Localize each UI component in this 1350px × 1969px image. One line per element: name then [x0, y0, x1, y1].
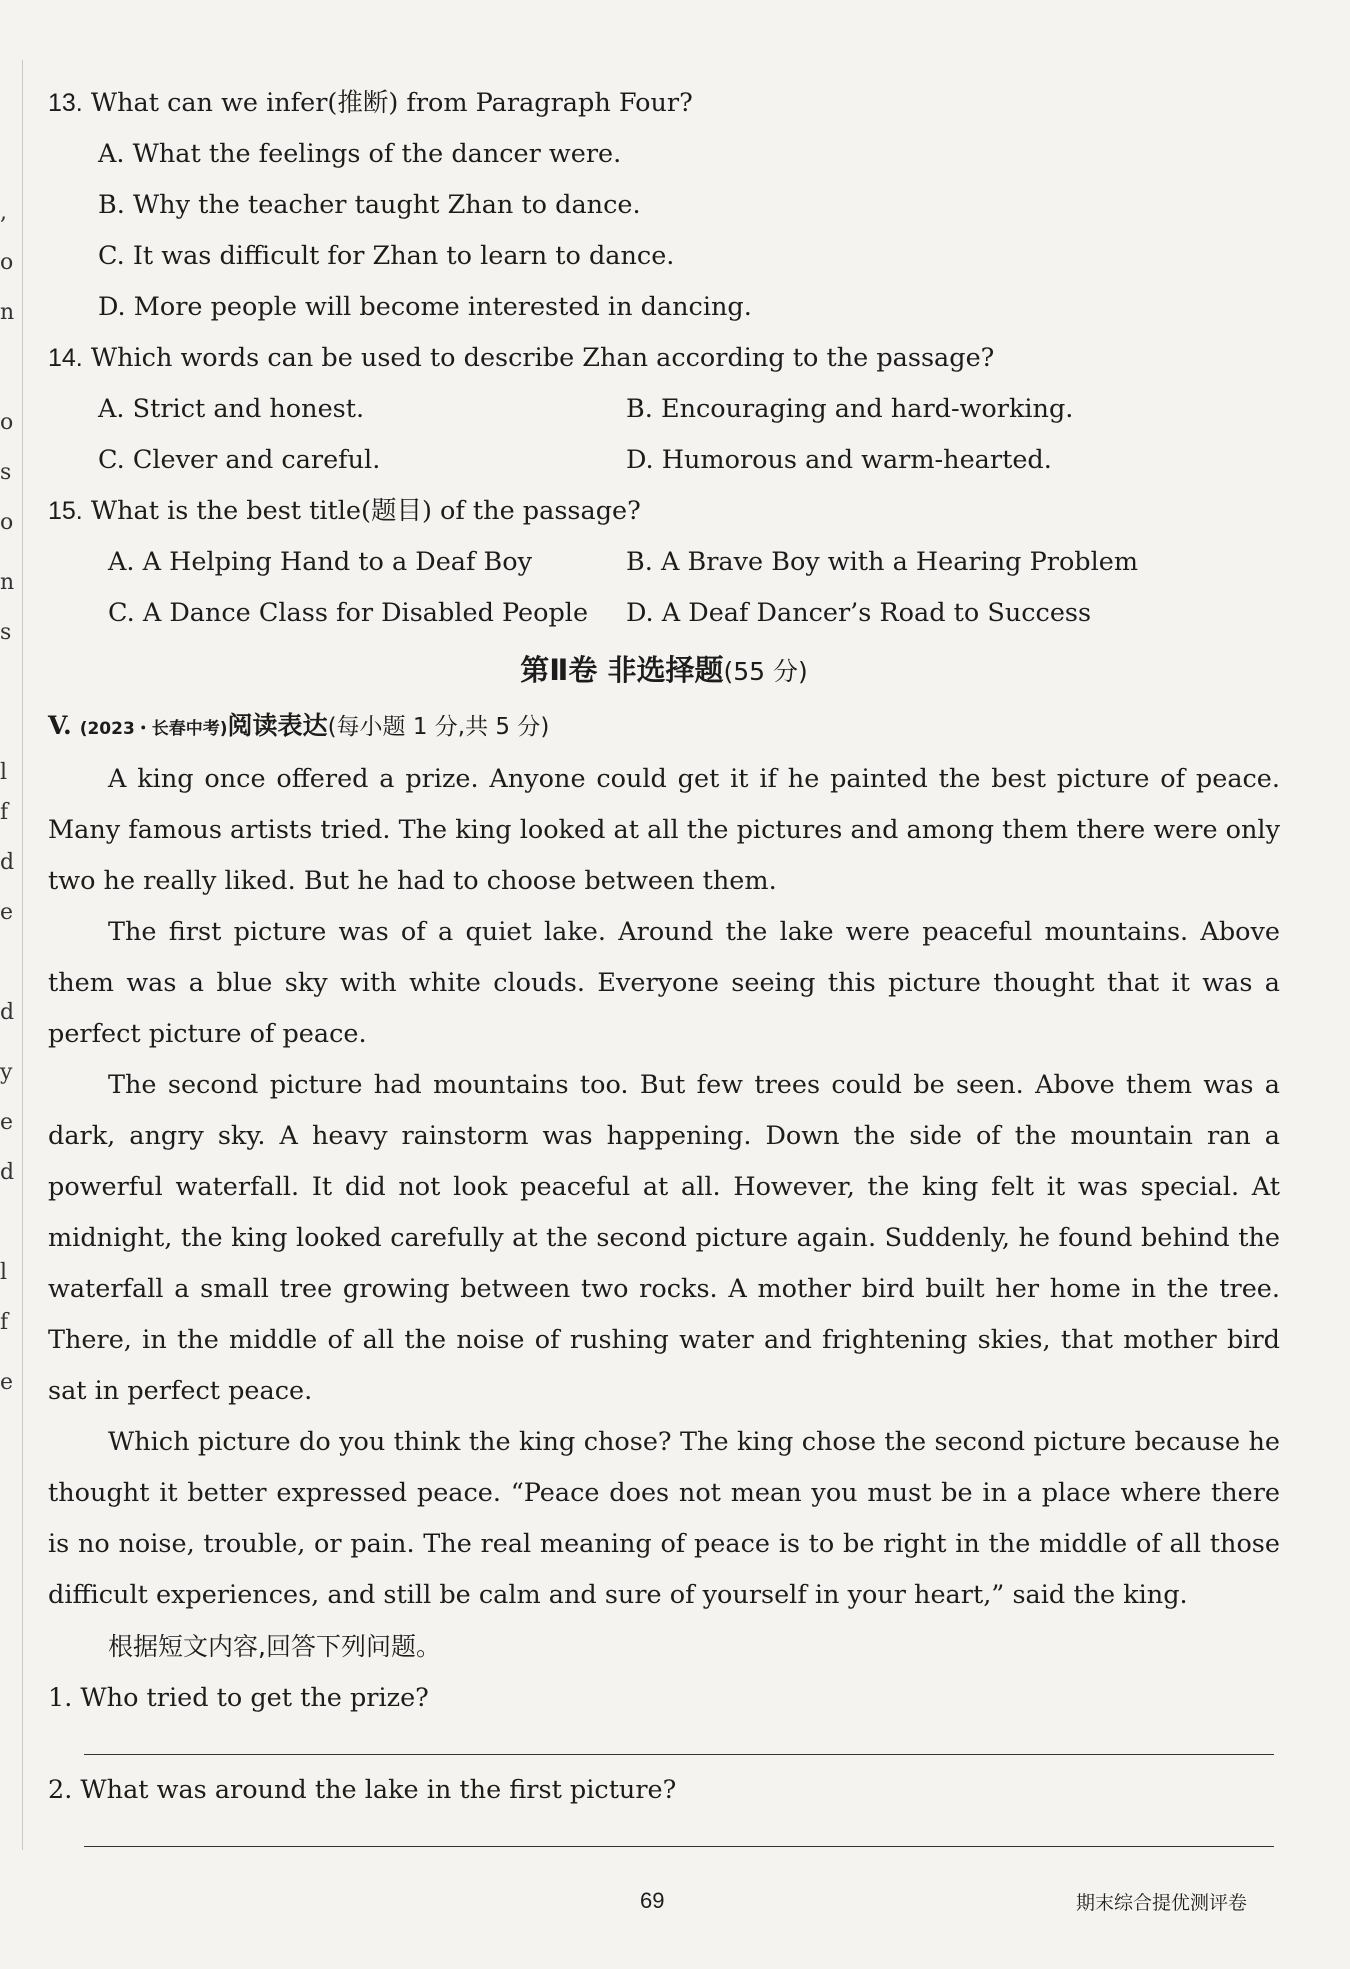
answer-line[interactable] [84, 1754, 1274, 1755]
option-d: D. Humorous and warm-hearted. [626, 445, 1052, 475]
question-stem [48, 486, 1280, 537]
sub-question-text: 1. Who tried to get the prize? [48, 1683, 429, 1713]
margin-char: o [0, 510, 14, 535]
option-b: B. Why the teacher taught Zhan to dance. [98, 190, 641, 220]
margin-char: o [0, 250, 14, 275]
option-b: B. Encouraging and hard-working. [626, 394, 1074, 424]
sub-question-1 [48, 1673, 1280, 1755]
option-row [48, 384, 1280, 435]
part-source: (2023・长春中考) [79, 719, 228, 739]
option-row [48, 435, 1280, 486]
question-stem [48, 78, 1280, 129]
margin-char: e [0, 1110, 14, 1135]
margin-char: e [0, 900, 14, 925]
question-text: Which words can be used to describe Zhan according to the passage? [90, 343, 995, 373]
answer-instruction: 根据短文内容,回答下列问题。 [108, 1632, 441, 1661]
margin-char: f [0, 1310, 9, 1335]
sub-question-text: 2. What was around the lake in the first picture? [48, 1775, 677, 1805]
option-row [48, 537, 1280, 588]
margin-char: n [0, 570, 15, 595]
part-number: V. [48, 711, 72, 740]
option-row [48, 588, 1280, 639]
margin-char: n [0, 300, 15, 325]
option-b: B. A Brave Boy with a Hearing Problem [626, 547, 1139, 577]
margin-char: d [0, 850, 15, 875]
question-text: What is the best title(题目) of the passage? [90, 496, 641, 526]
passage-paragraph: The second picture had mountains too. But few trees could be seen. Above them was a dark, angry sky. A heavy rainstorm was happening. Down the side of the mountain ran a powerful waterfall. It did not look peaceful at all. However, the king felt it was special. At midnight, the king looked carefully at the second picture again. Suddenly, he found behind the waterfall a small tree growing between two rocks. A mother bird built her home in the tree. There, in the middle of all the noise of rushing water and frightening skies, that mother bird sat in perfect peace. [48, 1070, 1280, 1406]
question-text: What can we infer(推断) from Paragraph Four? [90, 88, 693, 118]
margin-char: , [0, 200, 7, 225]
option-c: C. Clever and careful. [98, 445, 381, 475]
footer-title: 期末综合提优测评卷 [1076, 1892, 1248, 1914]
margin-char: o [0, 410, 14, 435]
margin-char: y [0, 1060, 13, 1085]
part-title: 阅读表达 [227, 711, 328, 740]
option-a: A. A Helping Hand to a Deaf Boy [108, 547, 533, 577]
question-13 [48, 78, 1280, 333]
margin-char: e [0, 1370, 14, 1395]
question-15 [48, 486, 1280, 639]
margin-char: d [0, 1000, 15, 1025]
section-title [48, 641, 1280, 701]
question-stem [48, 333, 1280, 384]
passage-paragraph: A king once offered a prize. Anyone could get it if he painted the best picture of peace. Many famous artists tried. The king looked at all the pictures and among them there were only two he really liked. But he had to choose between them. [48, 764, 1280, 896]
section-title-text: 第Ⅱ卷 非选择题 [520, 653, 724, 687]
margin-char: f [0, 800, 9, 825]
option-c: C. A Dance Class for Disabled People [108, 598, 589, 628]
margin-char: d [0, 1160, 15, 1185]
page-content [48, 78, 1280, 1847]
option-d: D. More people will become interested in dancing. [98, 292, 752, 322]
margin-bleed-text [0, 0, 16, 1969]
option-a: A. Strict and honest. [98, 394, 365, 424]
margin-char: l [0, 760, 8, 785]
passage-paragraph: The first picture was of a quiet lake. Around the lake were peaceful mountains. Above them was a blue sky with white clouds. Everyone seeing this picture thought that it was a perfect picture of peace. [48, 917, 1280, 1049]
binding-margin-line [22, 60, 23, 1850]
option-a: A. What the feelings of the dancer were. [98, 139, 622, 169]
part-heading [48, 701, 1280, 754]
passage-paragraph: Which picture do you think the king chose? The king chose the second picture because he thought it better expressed peace. “Peace does not mean you must be in a place where there is no noise, trouble, or pain. The real meaning of peace is to be right in the middle of all those difficult experiences, and still be calm and sure of yourself in your heart,” said the king. [48, 1427, 1280, 1610]
margin-char: s [0, 620, 12, 645]
answer-line[interactable] [84, 1846, 1274, 1847]
reading-passage [48, 754, 1280, 1621]
part-scoring-note: (每小题 1 分,共 5 分) [327, 714, 550, 740]
question-number: 14. [48, 344, 83, 372]
question-number: 13. [48, 89, 83, 117]
question-14 [48, 333, 1280, 486]
margin-char: s [0, 460, 12, 485]
section-score: (55 分) [723, 657, 808, 686]
question-number: 15. [48, 497, 83, 525]
option-c: C. It was difficult for Zhan to learn to dance. [98, 241, 675, 271]
margin-char: l [0, 1260, 8, 1285]
sub-question-2 [48, 1765, 1280, 1847]
option-d: D. A Deaf Dancer’s Road to Success [626, 598, 1092, 628]
page-number: 69 [640, 1888, 665, 1913]
